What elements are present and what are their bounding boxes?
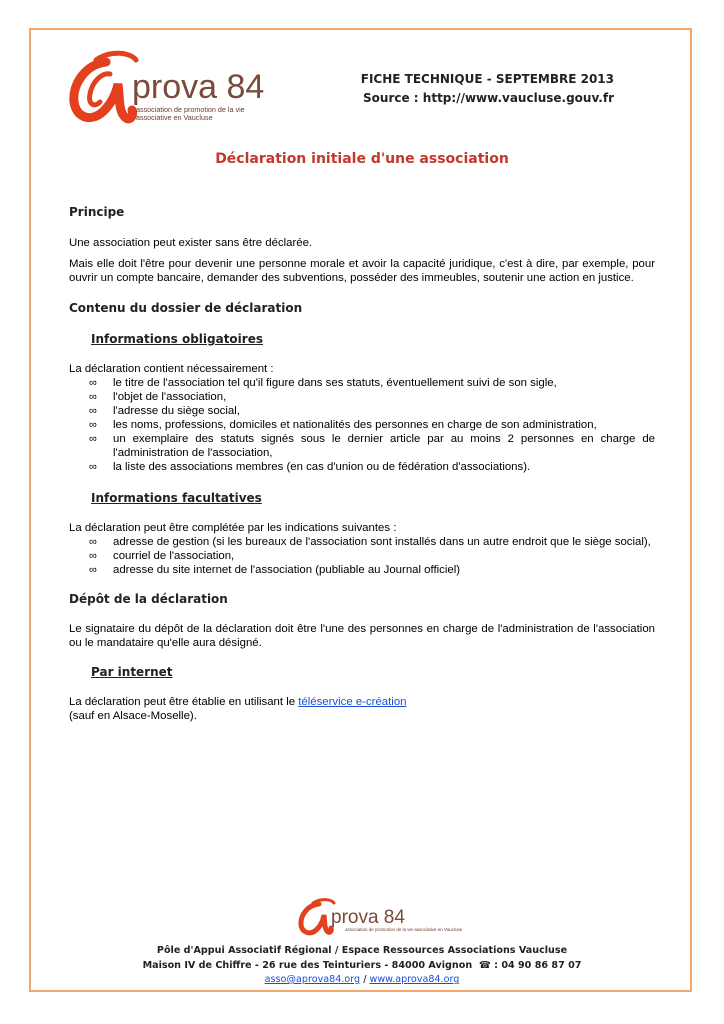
- infinity-bullet-icon: ∞: [89, 433, 97, 445]
- footer-aprova-logo-mark: [297, 898, 427, 938]
- document-body: [69, 205, 655, 723]
- section-heading-contenu: Contenu du dossier de déclaration: [69, 301, 303, 315]
- brand-name-text: prova 84: [132, 68, 265, 106]
- subheading-informations-facultatives: Informations facultatives: [91, 491, 262, 505]
- infinity-bullet-icon: ∞: [89, 536, 97, 548]
- infinity-bullet-icon: ∞: [89, 377, 97, 389]
- principe-paragraph-1: Une association peut exister sans être déclarée.: [69, 237, 313, 249]
- list-item: ∞ l'adresse du siège social,: [89, 405, 240, 417]
- principe-paragraph-2: Mais elle doit l'être pour devenir une personne morale et avoir la capacité juridique, c'est à dire, par exemple, pour ouvrir un compte bancaire, demander des subventions, posséder des immeubles, soutenir une action en justice.: [69, 258, 655, 284]
- facultatives-intro: La déclaration peut être complétée par les indications suivantes :: [69, 522, 397, 534]
- fiche-technique-label: FICHE TECHNIQUE - SEPTEMBRE 2013: [360, 72, 614, 86]
- list-item: ∞ l'objet de l'association,: [89, 391, 227, 403]
- page-footer: [0, 898, 724, 987]
- document-header: [361, 70, 614, 108]
- footer-line-1: Pôle d'Appui Associatif Régional / Espace Ressources Associations Vaucluse: [156, 945, 568, 956]
- facultatives-list: [69, 535, 655, 577]
- internet-paragraph: La déclaration peut être établie en utilisant le téléservice e-création (sauf en Alsace-Moselle).: [69, 696, 407, 722]
- page-title: Déclaration initiale d'une association: [215, 151, 509, 167]
- depot-paragraph: Le signataire du dépôt de la déclaration doit être l'une des personnes en charge de l'administration de l'association ou le mandataire qu'elle aura désigné.: [69, 623, 655, 649]
- teleservice-link[interactable]: téléservice e-création: [298, 696, 407, 708]
- list-item: ∞ un exemplaire des statuts signés sous le dernier article par au moins 2 personnes en charge de l'administration de l'association,: [89, 433, 655, 459]
- section-heading-depot: Dépôt de la déclaration: [69, 592, 228, 606]
- list-item: ∞ adresse du site internet de l'association (publiable au Journal officiel): [89, 564, 461, 576]
- list-item: ∞ adresse de gestion (si les bureaux de l'association sont installés dans un autre endroit que le siège social),: [89, 536, 651, 548]
- brand-tagline: association de promotion de la vie associative en Vaucluse: [136, 105, 245, 122]
- footer-logo: [297, 898, 463, 938]
- source-label: Source : http://www.vaucluse.gouv.fr: [363, 91, 614, 105]
- footer-email-link[interactable]: asso@aprova84.org: [264, 974, 361, 985]
- phone-icon: ☎: [478, 960, 491, 971]
- infinity-bullet-icon: ∞: [89, 419, 97, 431]
- section-heading-principe: Principe: [69, 205, 125, 219]
- infinity-bullet-icon: ∞: [89, 405, 97, 417]
- footer-line-3: asso@aprova84.org / www.aprova84.org: [264, 974, 460, 985]
- obligatoires-intro: La déclaration contient nécessairement :: [69, 363, 274, 375]
- infinity-bullet-icon: ∞: [89, 391, 97, 403]
- subheading-informations-obligatoires: Informations obligatoires: [91, 332, 263, 346]
- obligatoires-list: [69, 376, 655, 474]
- list-item: ∞ la liste des associations membres (en cas d'union ou de fédération d'associations).: [89, 461, 531, 473]
- subheading-par-internet: Par internet: [91, 665, 173, 679]
- list-item: ∞ le titre de l'association tel qu'il figure dans ses statuts, éventuellement suivi de son sigle,: [89, 377, 557, 389]
- list-item: ∞ courriel de l'association,: [89, 550, 235, 562]
- list-item: ∞ les noms, professions, domiciles et nationalités des personnes en charge de son administration,: [89, 419, 597, 431]
- infinity-bullet-icon: ∞: [89, 564, 97, 576]
- infinity-bullet-icon: ∞: [89, 461, 97, 473]
- footer-line-2: Maison IV de Chiffre - 26 rue des Teinturiers - 84000 Avignon ☎ : 04 90 86 87 07: [142, 960, 582, 971]
- footer-brand-tagline: association de promotion de la vie associative en Vaucluse: [345, 927, 463, 932]
- infinity-bullet-icon: ∞: [89, 550, 97, 562]
- footer-website-link[interactable]: www.aprova84.org: [369, 974, 460, 985]
- footer-brand-name: prova 84: [331, 907, 405, 928]
